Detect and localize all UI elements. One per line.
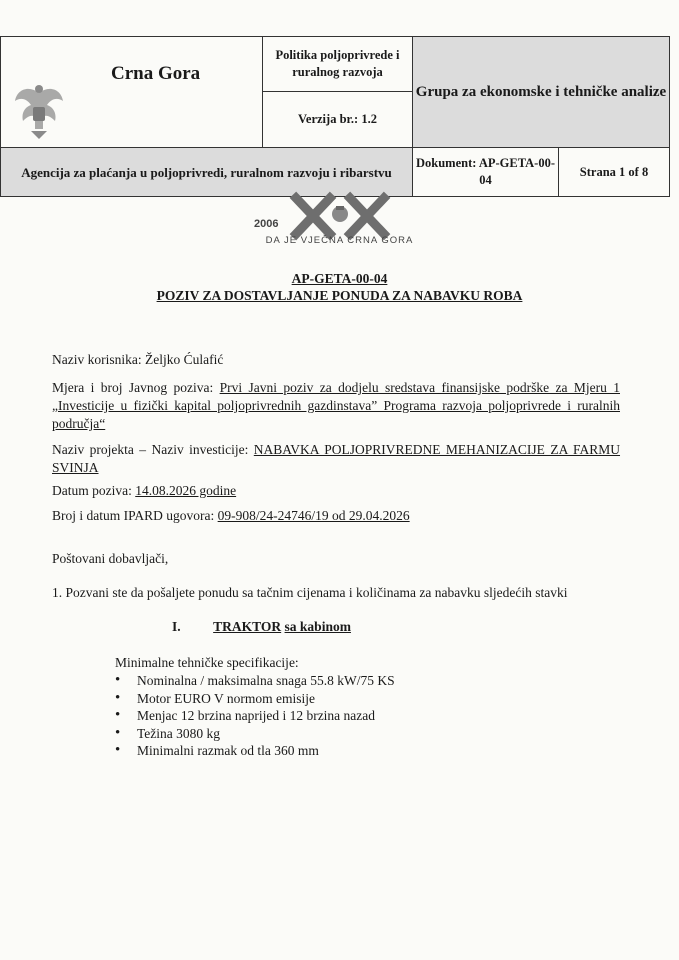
project-field bbox=[52, 441, 620, 477]
date-field bbox=[52, 482, 620, 500]
list-item: • Motor EURO V normom emisije bbox=[115, 690, 395, 708]
list-item: • Minimalni razmak od tla 360 mm bbox=[115, 742, 395, 760]
document-code-title: AP-GETA-00-04 bbox=[291, 271, 388, 286]
agency-cell: Agencija za plaćanja u poljoprivredi, ruralnom razvoju i ribarstvu bbox=[0, 147, 413, 197]
document-heading: POZIV ZA DOSTAVLJANJE PONUDA ZA NABAVKU ROBA bbox=[156, 288, 523, 303]
spec-label: Minimalne tehničke specifikacije: bbox=[115, 655, 299, 670]
spec-list bbox=[115, 672, 395, 760]
contract-value: 09-908/24-24746/19 od 29.04.2026 bbox=[217, 508, 410, 523]
contract-field bbox=[52, 507, 620, 525]
country-name: Crna Gora bbox=[111, 63, 201, 84]
section-number: I. bbox=[172, 619, 181, 634]
user-field bbox=[52, 351, 620, 369]
measure-label: Mjera i broj Javnog poziva: bbox=[52, 380, 214, 395]
page-cell: Strana 1 of 8 bbox=[558, 147, 670, 197]
item-1-text: 1. Pozvani ste da pošaljete ponudu sa tačnim cijenama i količinama za nabavku sljedećih stavki bbox=[52, 585, 568, 600]
measure-value: Prvi Javni poziv za dodjelu sredstava finansijske podrške za Mjeru 1 „Investicije u fizički kapital poljoprivrednih gazdinstava” Programa razvoja poljoprivrede i ruralnih područja“ bbox=[52, 380, 620, 431]
logo-motto: DA JE VJEČNA CRNA GORA bbox=[265, 235, 414, 246]
policy-cell: Politika poljoprivrede i ruralnog razvoja bbox=[262, 36, 413, 92]
document-header bbox=[0, 36, 670, 197]
section-name: TRAKTOR bbox=[213, 619, 282, 634]
country-cell bbox=[0, 36, 263, 148]
project-label: Naziv projekta – Naziv investicije: bbox=[52, 442, 249, 457]
contract-label: Broj i datum IPARD ugovora: bbox=[52, 508, 215, 523]
list-item: • Težina 3080 kg bbox=[115, 725, 395, 743]
date-value: 14.08.2026 godine bbox=[135, 483, 237, 498]
list-item: • Nominalna / maksimalna snaga 55.8 kW/75 KS bbox=[115, 672, 395, 690]
date-label: Datum poziva: bbox=[52, 483, 132, 498]
project-value: NABAVKA POLJOPRIVREDNE MEHANIZACIJE ZA FARMU SVINJA bbox=[52, 442, 621, 475]
coat-of-arms-icon bbox=[7, 79, 71, 143]
greeting: Poštovani dobavljači, bbox=[52, 551, 169, 566]
user-value: Željko Ćulafić bbox=[144, 352, 224, 367]
section-suffix: sa kabinom bbox=[284, 619, 351, 634]
measure-field bbox=[52, 379, 620, 433]
list-item: • Menjac 12 brzina naprijed i 12 brzina nazad bbox=[115, 707, 395, 725]
document-cell: Dokument: AP-GETA-00-04 bbox=[412, 147, 559, 197]
logo-year: 2006 bbox=[254, 218, 279, 230]
group-cell: Grupa za ekonomske i tehničke analize bbox=[412, 36, 670, 148]
section-heading bbox=[172, 618, 679, 636]
version-cell: Verzija br.: 1.2 bbox=[262, 91, 413, 148]
user-label: Naziv korisnika: bbox=[52, 352, 142, 367]
